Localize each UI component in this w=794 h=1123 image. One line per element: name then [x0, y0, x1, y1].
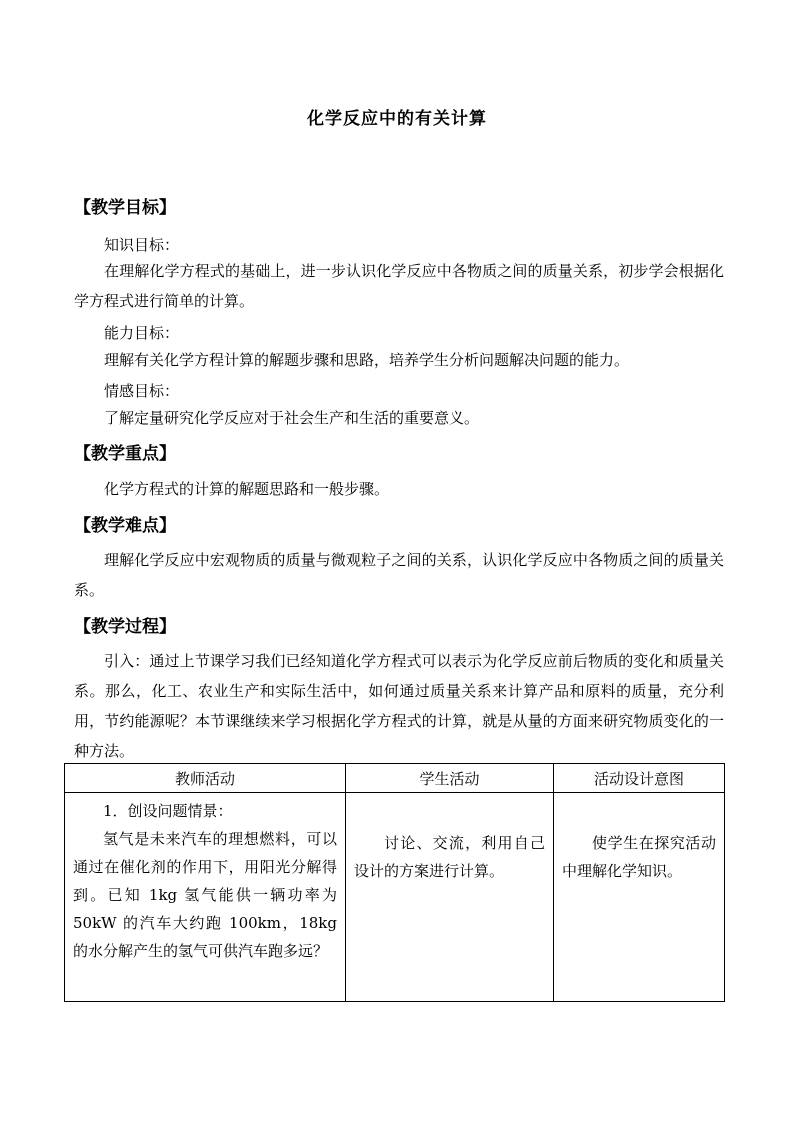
section-heading-process: 【教学过程】	[74, 617, 176, 637]
intro-text: 引入：通过上节课学习我们已经知道化学方程式可以表示为化学反应前后物质的变化和质量关系。那么，化工、农业生产和实际生活中，如何通过质量关系来计算产品和原料的质量，充分利用，节约能源呢？本节课继续来学习根据化学方程式的计算，就是从量的方面来研究物质变化的一种方法。	[74, 652, 724, 760]
header-student-activity: 学生活动	[346, 764, 554, 793]
header-teacher-activity: 教师活动	[65, 764, 346, 793]
emotion-goal-text: 了解定量研究化学反应对于社会生产和生活的重要意义。	[104, 409, 480, 427]
ability-goal-label: 能力目标：	[104, 324, 180, 342]
table-row	[65, 793, 725, 1002]
activity-table	[64, 763, 725, 1002]
teacher-activity-text: 氢气是未来汽车的理想燃料，可以通过在催化剂的作用下，用阳光分解得到。已知 1kg 氢气能供一辆功率为 50kW 的汽车大约跑 100km，18kg 的水分解产生的氢气可供汽车跑多远？	[73, 830, 337, 960]
student-activity-text: 讨论、交流，利用自己设计的方案进行计算。	[354, 834, 545, 880]
table-header-row	[65, 764, 725, 793]
knowledge-goal-label: 知识目标：	[104, 236, 180, 254]
knowledge-goal-text: 在理解化学方程式的基础上，进一步认识化学反应中各物质之间的质量关系，初步学会根据化学方程式进行简单的计算。	[74, 262, 724, 310]
section-heading-difficult: 【教学难点】	[74, 516, 176, 536]
design-intent-text: 使学生在探究活动中理解化学知识。	[562, 834, 716, 880]
design-intent-cell	[554, 793, 725, 1002]
difficult-point-text: 理解化学反应中宏观物质的质量与微观粒子之间的关系，认识化学反应中各物质之间的质量关系。	[74, 551, 724, 599]
section-heading-key: 【教学重点】	[74, 444, 176, 464]
teacher-activity-cell	[65, 793, 346, 1002]
header-design-intent: 活动设计意图	[554, 764, 725, 793]
teacher-activity-heading: 1．创设问题情景：	[103, 802, 233, 820]
key-point-text: 化学方程式的计算的解题思路和一般步骤。	[104, 480, 390, 498]
emotion-goal-label: 情感目标：	[104, 382, 180, 400]
ability-goal-text: 理解有关化学方程计算的解题步骤和思路，培养学生分析问题解决问题的能力。	[104, 351, 630, 369]
student-activity-cell	[346, 793, 554, 1002]
section-heading-goals: 【教学目标】	[74, 198, 176, 218]
page-title: 化学反应中的有关计算	[307, 109, 487, 129]
